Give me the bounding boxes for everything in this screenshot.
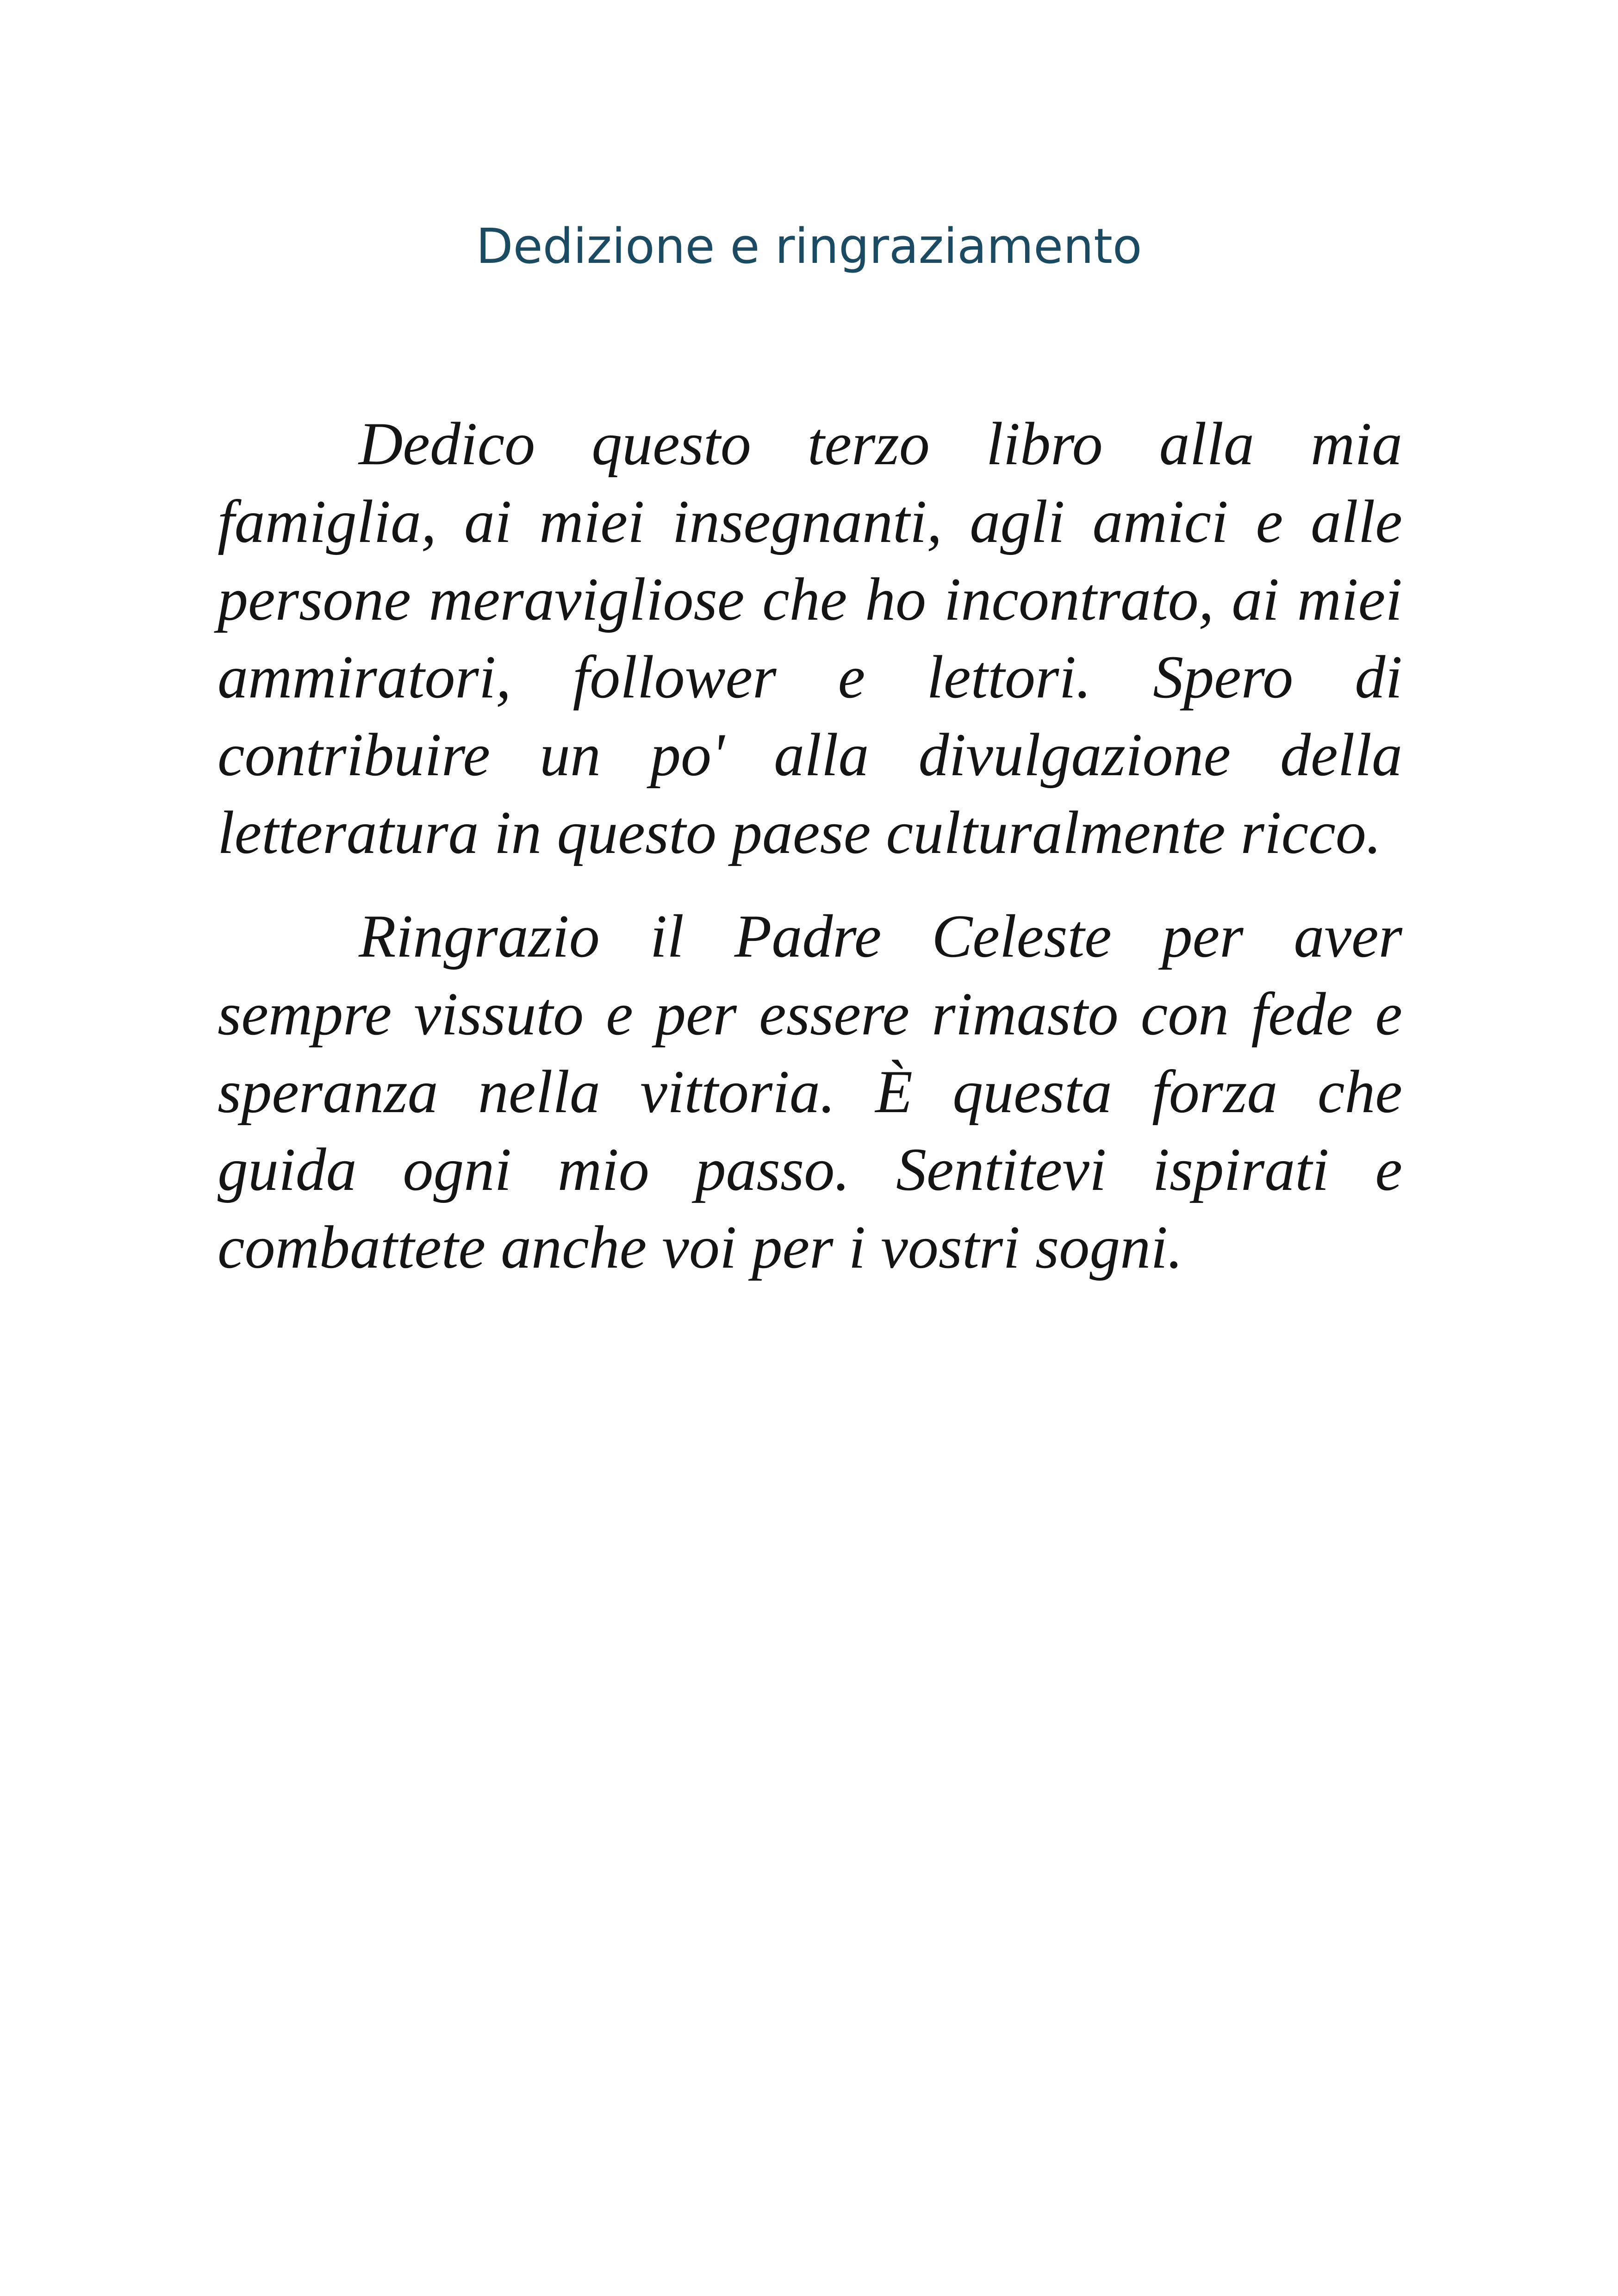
dedication-body xyxy=(218,405,1402,1312)
acknowledgement-paragraph: Ringrazio il Padre Celeste per aver sempre vissuto e per essere rimasto con fede e speranza nella vittoria. È questa forza che guida ogni mio passo. Sentitevi ispirati e combattete anche voi per i vostri sogni. xyxy=(218,902,1402,1281)
dedication-paragraph: Dedico questo terzo libro alla mia famiglia, ai miei insegnanti, agli amici e alle persone meravigliose che ho incontrato, ai miei ammiratori, follower e lettori. Spero di contribuire un po' alla divulgazione della letteratura in questo paese culturalmente ricco. xyxy=(218,410,1402,866)
page-title: Dedizione e ringraziamento xyxy=(476,218,1142,274)
